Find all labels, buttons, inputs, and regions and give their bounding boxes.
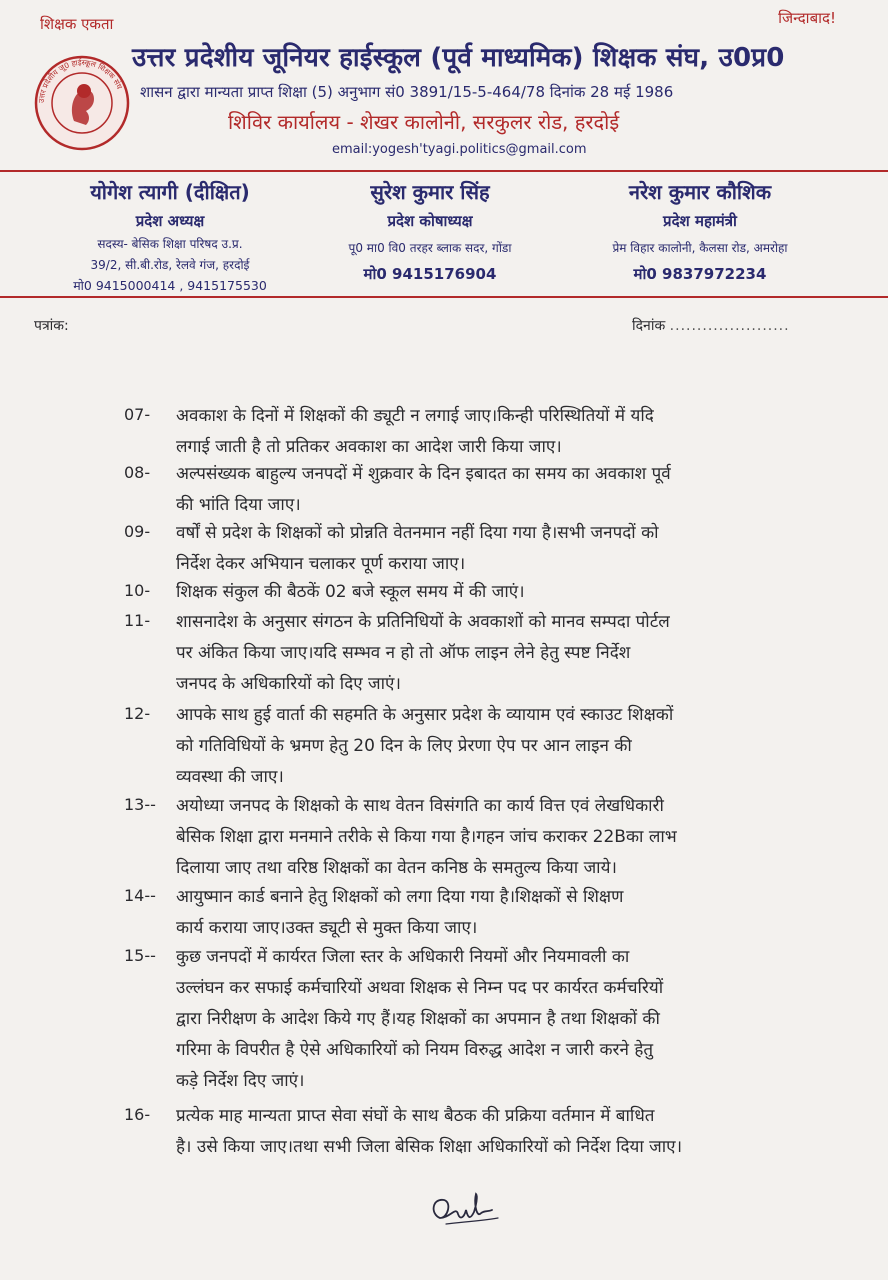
slogan-right: जिन्दाबाद!	[778, 9, 836, 27]
item-line: है। उसे किया जाए।तथा सभी जिला बेसिक शिक्षा अधिकारियों को निर्देश दिया जाए।	[176, 1137, 683, 1157]
slogan-left: शिक्षक एकता	[40, 15, 114, 33]
item-text	[176, 791, 804, 884]
item-number: 11-	[124, 611, 151, 630]
item-line: उल्लंघन कर सफाई कर्मचारियों अथवा शिक्षक से निम्न पद पर कार्यरत कर्मचरियों	[176, 978, 664, 998]
item-line: आयुष्मान कार्ड बनाने हेतु शिक्षकों को लगा दिया गया है।शिक्षकों से शिक्षण	[176, 887, 624, 907]
date-field	[632, 316, 790, 335]
officer-detail: सदस्य- बेसिक शिक्षा परिषद उ.प्र.	[97, 237, 243, 251]
item-line: कार्य कराया जाए।उक्त ड्यूटी से मुक्त किया जाए।	[176, 918, 478, 938]
item-text	[176, 607, 804, 700]
item-text	[176, 459, 804, 521]
item-line: अवकाश के दिनों में शिक्षकों की ड्यूटी न लगाई जाए।किन्ही परिस्थितियों में यदि	[176, 406, 654, 426]
item-line: गरिमा के विपरीत है ऐसे अधिकारियों को नियम विरुद्ध आदेश न जारी करने हेतु	[176, 1040, 654, 1060]
item-number: 16-	[124, 1105, 151, 1124]
officer-name: नरेश कुमार कौशिक	[628, 180, 772, 204]
item-text	[176, 942, 804, 1097]
item-number: 14--	[124, 886, 156, 905]
item-line: लगाई जाती है तो प्रतिकर अवकाश का आदेश जारी किया जाए।	[176, 437, 562, 457]
item-line: निर्देश देकर अभियान चलाकर पूर्ण कराया जाए।	[176, 554, 466, 574]
officer-address: प्रेम विहार कालोनी, कैलसा रोड, अमरोहा	[612, 241, 788, 255]
officers-divider	[0, 296, 888, 298]
email-address: email:yogesh'tyagi.politics@gmail.com	[332, 142, 587, 157]
officer-mobile: मो0 9837972234	[633, 265, 767, 283]
officer-address: पू0 मा0 वि0 तरहर ब्लाक सदर, गोंडा	[348, 241, 512, 255]
item-text	[176, 1101, 804, 1163]
reference-label: पत्रांक:	[34, 318, 69, 334]
item-line: को गतिविधियों के भ्रमण हेतु 20 दिन के लिए प्रेरणा ऐप पर आन लाइन की	[176, 736, 632, 756]
officer-general-secretary	[560, 178, 840, 284]
officer-title: प्रदेश अध्यक्ष	[135, 212, 205, 230]
item-line: अल्पसंख्यक बाहुल्य जनपदों में शुक्रवार के दिन इबादत का समय का अवकाश पूर्व	[176, 464, 671, 484]
item-number: 10-	[124, 581, 151, 600]
officer-mobile: मो0 9415000414 , 9415175530	[73, 278, 267, 293]
item-line: शासनादेश के अनुसार संगठन के प्रतिनिधियों के अवकाशों को मानव सम्पदा पोर्टल	[176, 612, 670, 632]
item-line: वर्षों से प्रदेश के शिक्षकों को प्रोन्नति वेतनमान नहीं दिया गया है।सभी जनपदों को	[176, 523, 659, 543]
organization-name: उत्तर प्रदेशीय जूनियर हाईस्कूल (पूर्व माध्यमिक) शिक्षक संघ, उ0प्र0	[132, 43, 785, 73]
officer-name: सुरेश कुमार सिंह	[370, 180, 490, 204]
seal-text: उत्तर प्रदेशीय जू0 हाईस्कूल शिक्षक संघ	[36, 57, 125, 104]
handwritten-signature	[426, 1188, 516, 1232]
item-line: पर अंकित किया जाए।यदि सम्भव न हो तो ऑफ लाइन लेने हेतु स्पष्ट निर्देश	[176, 643, 631, 663]
date-blank: ......................	[669, 318, 790, 334]
item-text	[176, 577, 804, 608]
officer-title: प्रदेश कोषाध्यक्ष	[387, 212, 473, 230]
officer-name: योगेश त्यागी (दीक्षित)	[90, 180, 250, 204]
officer-title: प्रदेश महामंत्री	[663, 212, 737, 230]
item-text	[176, 700, 804, 793]
item-line: अयोध्या जनपद के शिक्षको के साथ वेतन विसंगति का कार्य वित्त एवं लेखधिकारी	[176, 796, 664, 816]
item-line: दिलाया जाए तथा वरिष्ठ शिक्षकों का वेतन कनिष्ठ के समतुल्य किया जाये।	[176, 858, 617, 878]
officer-address: 39/2, सी.बी.रोड, रेलवे गंज, हरदोई	[90, 258, 250, 272]
item-number: 15--	[124, 946, 156, 965]
item-line: बेसिक शिक्षा द्वारा मनमाने तरीके से किया गया है।गहन जांच कराकर 22Bका लाभ	[176, 827, 677, 847]
item-number: 13--	[124, 795, 156, 814]
union-seal-logo	[34, 55, 130, 151]
item-number: 08-	[124, 463, 151, 482]
item-line: कड़े निर्देश दिए जाएं।	[176, 1071, 305, 1091]
item-line: कुछ जनपदों में कार्यरत जिला स्तर के अधिकारी नियमों और नियमावली का	[176, 947, 630, 967]
item-number: 12-	[124, 704, 151, 723]
item-line: जनपद के अधिकारियों को दिए जाएं।	[176, 674, 401, 694]
header-divider	[0, 170, 888, 172]
item-line: शिक्षक संकुल की बैठकें 02 बजे स्कूल समय में की जाएं।	[176, 582, 525, 602]
officer-treasurer	[310, 178, 550, 284]
item-number: 07-	[124, 405, 151, 424]
item-text	[176, 401, 804, 463]
item-text	[176, 518, 804, 580]
item-text	[176, 882, 804, 944]
recognition-line: शासन द्वारा मान्यता प्राप्त शिक्षा (5) अनुभाग सं0 3891/15-5-464/78 दिनांक 28 मई 1986	[140, 83, 674, 101]
item-line: व्यवस्था की जाए।	[176, 767, 284, 787]
date-label: दिनांक	[632, 318, 666, 334]
item-line: की भांति दिया जाए।	[176, 495, 301, 515]
camp-office-address: शिविर कार्यालय - शेखर कालोनी, सरकुलर रोड, हरदोई	[228, 110, 620, 134]
item-line: आपके साथ हुई वार्ता की सहमति के अनुसार प्रदेश के व्यायाम एवं स्काउट शिक्षकों	[176, 705, 674, 725]
officer-mobile: मो0 9415176904	[363, 265, 497, 283]
item-number: 09-	[124, 522, 151, 541]
officer-president	[40, 178, 300, 294]
item-line: द्वारा निरीक्षण के आदेश किये गए हैं।यह शिक्षकों का अपमान है तथा शिक्षकों की	[176, 1009, 660, 1029]
item-line: प्रत्येक माह मान्यता प्राप्त सेवा संघों के साथ बैठक की प्रक्रिया वर्तमान में बाधित	[176, 1106, 655, 1126]
